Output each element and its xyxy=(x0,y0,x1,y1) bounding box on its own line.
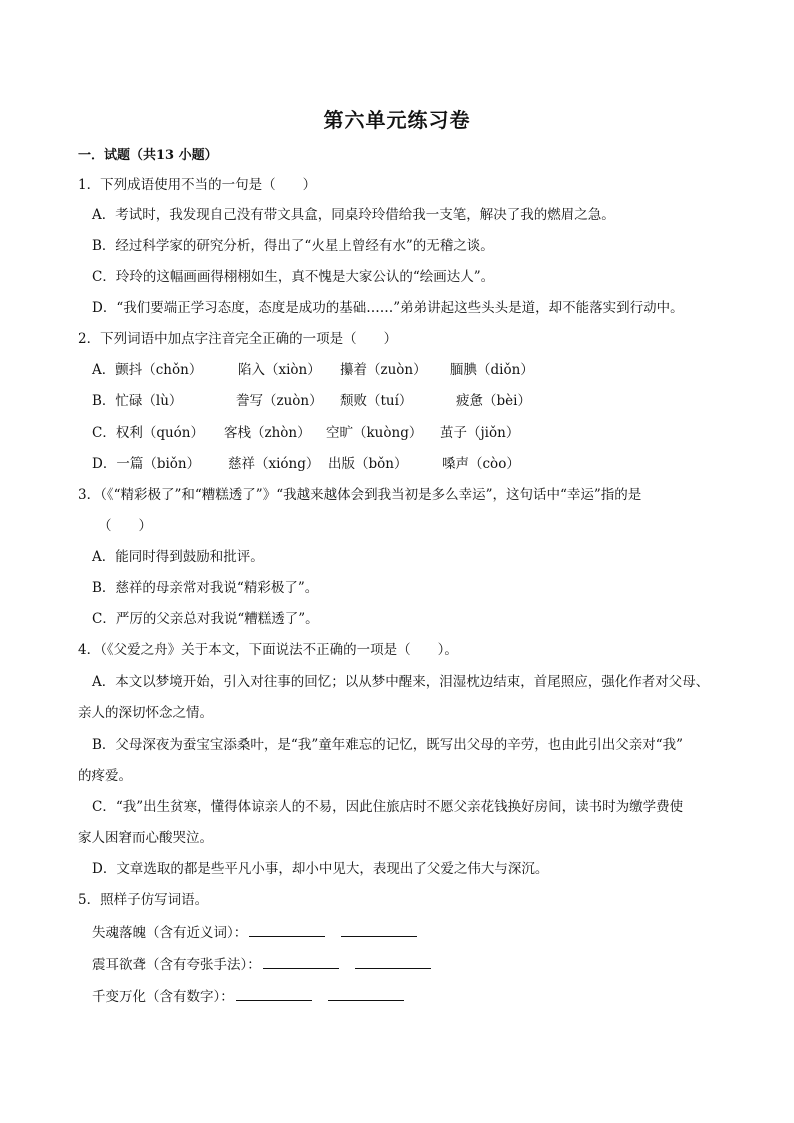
q2c-word-3: 空旷（kuòng） xyxy=(326,425,423,441)
question-2-stem: 2．下列词语中加点字注音完全正确的一项是（ ） xyxy=(78,331,398,347)
question-4-option-c-cont: 家人困窘而心酸哭泣。 xyxy=(78,830,213,846)
question-2-option-c[interactable] xyxy=(92,424,519,442)
q5-answer-blank-2b[interactable] xyxy=(355,954,431,969)
q2d-word-4: 嗓声（còo） xyxy=(442,456,520,472)
q5-answer-blank-1b[interactable] xyxy=(341,922,417,937)
question-1-option-b[interactable]: B．经过科学家的研究分析，得出了“火星上曾经有水”的无稽之谈。 xyxy=(92,238,494,254)
q2b-word-1: B．忙碌（lù） xyxy=(92,393,183,409)
question-3-stem-paren: （ ） xyxy=(98,518,152,534)
q2b-word-4: 疲惫（bèi） xyxy=(456,393,531,409)
q2a-word-3: 攥着（zuòn） xyxy=(340,362,427,378)
question-4-option-d[interactable]: D．文章选取的都是些平凡小事，却小中见大，表现出了父爱之伟大与深沉。 xyxy=(92,861,549,877)
q2c-word-1: C．权利（quón） xyxy=(92,425,204,441)
q5-answer-blank-3b[interactable] xyxy=(328,986,404,1001)
q2a-word-1: A．颤抖（chǒn） xyxy=(92,362,203,378)
question-4-option-b-cont: 的疼爱。 xyxy=(78,768,132,784)
question-5-line-3 xyxy=(92,986,404,1006)
question-4-option-b[interactable]: B．父母深夜为蚕宝宝添桑叶，是“我”童年难忘的记忆，既写出父母的辛劳，也由此引出父亲对“我” xyxy=(92,737,684,753)
question-5-stem: 5．照样子仿写词语。 xyxy=(78,892,209,908)
question-3-option-a[interactable]: A．能同时得到鼓励和批评。 xyxy=(92,549,264,565)
question-4-option-a-cont: 亲人的深切怀念之情。 xyxy=(78,705,213,721)
question-1-option-a[interactable]: A．考试时，我发现自己没有带文具盒，同桌玲玲借给我一支笔，解决了我的燃眉之急。 xyxy=(92,207,615,223)
question-4-option-c[interactable]: C．“我”出生贫寒，懂得体谅亲人的不易，因此住旅店时不愿父亲花钱换好房间，读书时为缴学费使 xyxy=(92,799,684,815)
q5-answer-blank-3a[interactable] xyxy=(236,986,312,1001)
q2a-word-4: 腼腆（diǒn） xyxy=(450,362,534,378)
q2d-word-3: 出版（bǒn） xyxy=(328,456,408,472)
question-3-stem: 3．（《“精彩极了”和“糟糕透了”》“我越来越体会到我当初是多么幸运”，这句话中“幸运”指的是 xyxy=(78,487,642,503)
q2a-word-2: 陷入（xiòn） xyxy=(238,362,321,378)
q2b-word-3: 颓败（tuí） xyxy=(340,393,413,409)
question-4-option-a[interactable]: A．本文以梦境开始，引入对往事的回忆；以从梦中醒来，泪湿枕边结束，首尾照应，强化作者对父母、 xyxy=(92,674,710,690)
question-1-option-d[interactable]: D．“我们要端正学习态度，态度是成功的基础……”弟弟讲起这些头头是道，却不能落实到行动中。 xyxy=(92,300,684,316)
q5-answer-blank-2a[interactable] xyxy=(263,954,339,969)
q2c-word-2: 客栈（zhòn） xyxy=(224,425,311,441)
q2d-word-1: D．一篇（biǒn） xyxy=(92,456,201,472)
question-5-line-1 xyxy=(92,922,417,942)
question-5-line-2 xyxy=(92,954,431,974)
question-2-option-d[interactable] xyxy=(92,455,520,473)
q2b-word-2: 誊写（zuòn） xyxy=(236,393,323,409)
q5-prompt-3: 千变万化（含有数字）： xyxy=(92,989,234,1005)
q2c-word-4: 茧子（jiǒn） xyxy=(440,425,520,441)
question-1-stem: 1．下列成语使用不当的一句是（ ） xyxy=(78,177,317,193)
q5-prompt-2: 震耳欲聋（含有夸张手法）： xyxy=(92,957,261,973)
question-2-option-a[interactable] xyxy=(92,361,534,379)
question-4-stem: 4．（《父爱之舟》关于本文，下面说法不正确的一项是（ ）。 xyxy=(78,642,458,658)
q2d-word-2: 慈祥（xióng） xyxy=(228,456,320,472)
q5-prompt-1: 失魂落魄（含有近义词）： xyxy=(92,925,248,941)
question-3-option-c[interactable]: C．严厉的父亲总对我说“糟糕透了”。 xyxy=(92,611,319,627)
page-title: 第六单元练习卷 xyxy=(323,108,471,132)
section-heading: 一．试题（共13 小题） xyxy=(78,148,218,163)
question-3-option-b[interactable]: B．慈祥的母亲常对我说“精彩极了”。 xyxy=(92,580,319,596)
question-2-option-b[interactable] xyxy=(92,392,531,410)
question-1-option-c[interactable]: C．玲玲的这幅画画得栩栩如生，真不愧是大家公认的“绘画达人”。 xyxy=(92,269,495,285)
q5-answer-blank-1a[interactable] xyxy=(249,922,325,937)
